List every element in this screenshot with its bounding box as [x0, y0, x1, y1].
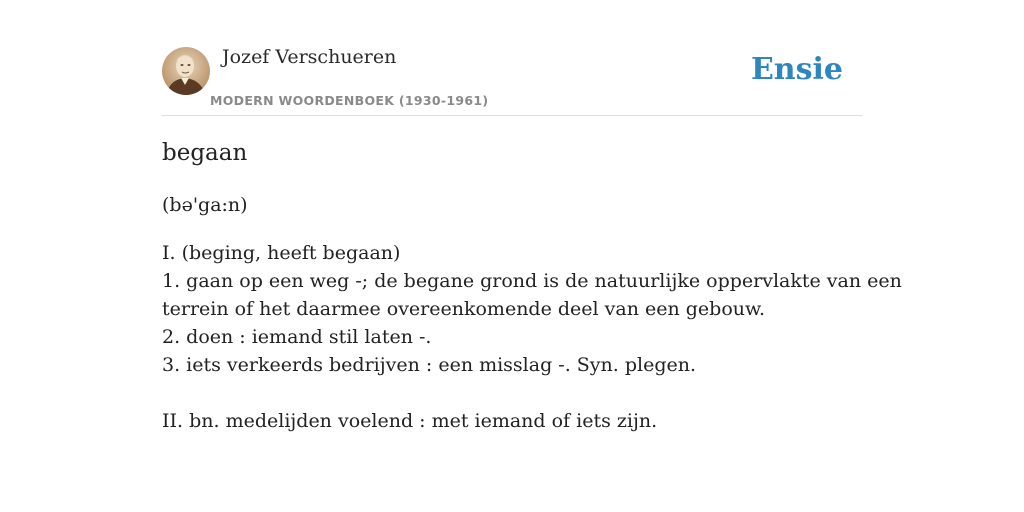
- definition-line: terrein of het daarmee overeenkomende deel van een gebouw.: [162, 298, 766, 320]
- definition-line: 2. doen : iemand stil laten -.: [162, 326, 432, 348]
- definition-line: II. bn. medelijden voelend : met iemand of iets zijn.: [162, 410, 658, 432]
- entry-definition: [162, 239, 902, 435]
- entry-term: begaan: [162, 140, 248, 166]
- entry-pronunciation: (bə'ga:n): [162, 194, 248, 216]
- author-name[interactable]: Jozef Verschueren: [222, 46, 397, 68]
- brand-logo[interactable]: Ensie: [750, 52, 843, 87]
- definition-line: [162, 379, 862, 407]
- entry-card: [162, 40, 902, 432]
- entry-header: [162, 40, 862, 116]
- source-name[interactable]: MODERN WOORDENBOEK (1930-1961): [210, 93, 489, 108]
- definition-line: I. (beging, heeft begaan): [162, 242, 401, 264]
- definition-line: 3. iets verkeerds bedrijven : een misslag -. Syn. plegen.: [162, 354, 697, 376]
- avatar[interactable]: [162, 47, 210, 95]
- definition-line: 1. gaan op een weg -; de begane grond is de natuurlijke oppervlakte van een: [162, 270, 902, 292]
- author-portrait-icon: [162, 47, 210, 95]
